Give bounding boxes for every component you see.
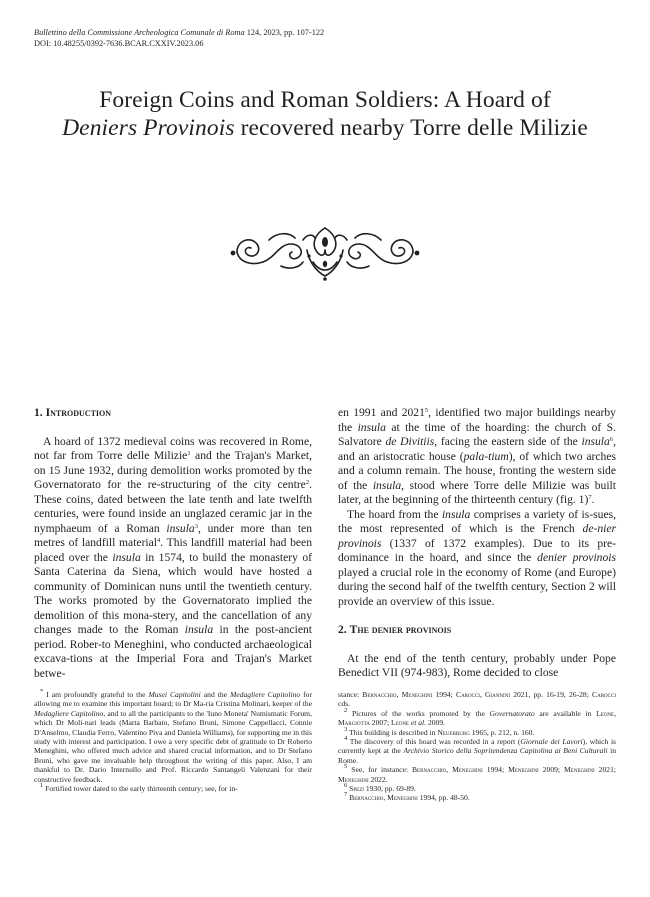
section-1-heading	[34, 406, 312, 421]
doi: DOI: 10.48255/0392-7636.BCAR.CXXIV.2023.06	[34, 39, 204, 49]
footnote-6: $^6$ Spezi 1930, pp. 69-89.	[344, 782, 416, 794]
footnotes-left	[34, 690, 312, 793]
title-italic: Deniers Provinois	[62, 115, 235, 141]
section-number: 1.	[34, 406, 43, 419]
section-2-heading	[338, 623, 616, 638]
article-title	[0, 86, 650, 142]
paragraph-section-2: At the end of the tenth century, probably under Pope Benedict VII (974-983), Rome decided to close	[338, 651, 616, 679]
volume-info: 124, 2023, pp. 107-122	[246, 28, 325, 37]
footnote-5: $^5$ See, for instance: Bernacchio, Meneghini 1994; Meneghini 2009; Meneghini 2021; Meneghini 2022.	[338, 763, 616, 784]
footnote-4: $^4$ The discovery of this hoard was recorded in a report (Giornale dei Lavori), which is currently kept at the Archivio Storico della Sopritendenza Capitolina ai Beni Culturali in Rome.	[338, 735, 617, 765]
footnote-2: $^2$ Pictures of the works promoted by the Governatorato are available in Leone, Margiotta 2007; Leone et al. 2009.	[338, 706, 616, 728]
footnotes-right	[338, 690, 616, 803]
title-rest: recovered nearby Torre delle Milizie	[240, 115, 588, 141]
title-line-1: Foreign Coins and Roman Soldiers: A Hoard of	[99, 87, 551, 113]
section-number: 2.	[338, 623, 347, 636]
footnote-3: $^3$ This building is described in Neuerburg 1965, p. 212, n. 160.	[344, 725, 535, 737]
journal-citation	[34, 27, 324, 38]
section-title: Introduction	[45, 406, 112, 419]
footnote-1: $^1$ Fortified tower dated to the early thirteenth century; see, for in-	[40, 782, 238, 794]
section-title: The denier provinois	[349, 623, 452, 636]
paragraph-continued: en 1991 and 2021$^5$, identified two major buildings nearby the insula at the time of the hoarding: the church of S. Salvatore de Divitiis, facing the eastern side of the insula$^6$, and an aristocratic house (pala-tium), of which two arches and a column remain. The house, fronting the western side of the insula, stood where Torre delle Milizie was built later, at the beginning of the thirteenth century (fig. 1)$^7$.	[338, 406, 616, 506]
title-line-2	[0, 114, 650, 142]
footnote-star: * I am profoundly grateful to the Musei Capitolini and the Medagliere Capitolino for allowing me to examine this important hoard; to Dr Ma-ria Cristina Molinari, keeper of the Medagliere Capitolino, and to all the participants to the 'Iuno Moneta' Numismatic Forum, which Dr Moli-nari leads (Marta Barbato, Stefano Bruni, Simone Cappellacci, Connie D'Anselmo, Claudia Ferro, Valentino Piva and Daniela Williams), for supporting me in this study with interest and participation. I owe a very specific debt of gratitude to Dr Roberto Meneghini, who offered much advice and shared crucial information, and to Dr Stefano Bruni, who gave me invaluable help throughout the writing of this paper. Also, I am thankful to Dr. Dario Internullo and Prof. Riccardo Santangeli Valenzani for their constructive feedback.	[34, 688, 313, 784]
footnote-7: $^7$ Bernacchio, Meneghini 1994, pp. 48-50.	[344, 791, 470, 803]
ornament-vignette	[229, 222, 421, 282]
footnote-1-continued: stance: Bernacchio, Meneghini 1994; Carocci, Giannini 2021, pp. 16-19, 26-28; Carocci cds.	[338, 690, 616, 709]
journal-name: Bullettino della Commissione Archeologica Comunale di Roma	[34, 28, 245, 37]
running-header	[34, 27, 324, 50]
right-column	[338, 406, 616, 681]
left-column	[34, 406, 312, 681]
paragraph-intro: A hoard of 1372 medieval coins was recovered in Rome, not far from Torre delle Milizie$^1$ and the Trajan's Market, on 15 June 1932, during demolition works promoted by the Governatorato for the re-structuring of the city centre$^2$. These coins, dated between the late tenth and late twelfth centuries, were found inside an unglazed ceramic jar in the nymphaeum of a Roman insula$^3$, under more than ten metres of landfill material$^4$. This landfill material had been placed over the insula in 1574, to build the monastery of Santa Caterina da Siena, which would have hosted a community of Dominican nuns until the twentieth century. The works promoted by the Governatorato implied the demolition of this mona-stery, and the cancellation of any changes made to the Roman insula in the post-ancient period. Rober-to Meneghini, who conducted archaeological excava-tions at the Imperial Fora and Trajan's Market betwe-	[34, 434, 312, 680]
paragraph-hoard: The hoard from the insula comprises a variety of is-sues, the most represented of which is the French de-nier provinois (1337 of 1372 examples). Due to its pre-dominance in the hoard, and since the denier provinois played a crucial role in the economy of Rome (and Europe) during the second half of the twelfth century, Section 2 will provide an overview of this issue.	[338, 507, 617, 608]
